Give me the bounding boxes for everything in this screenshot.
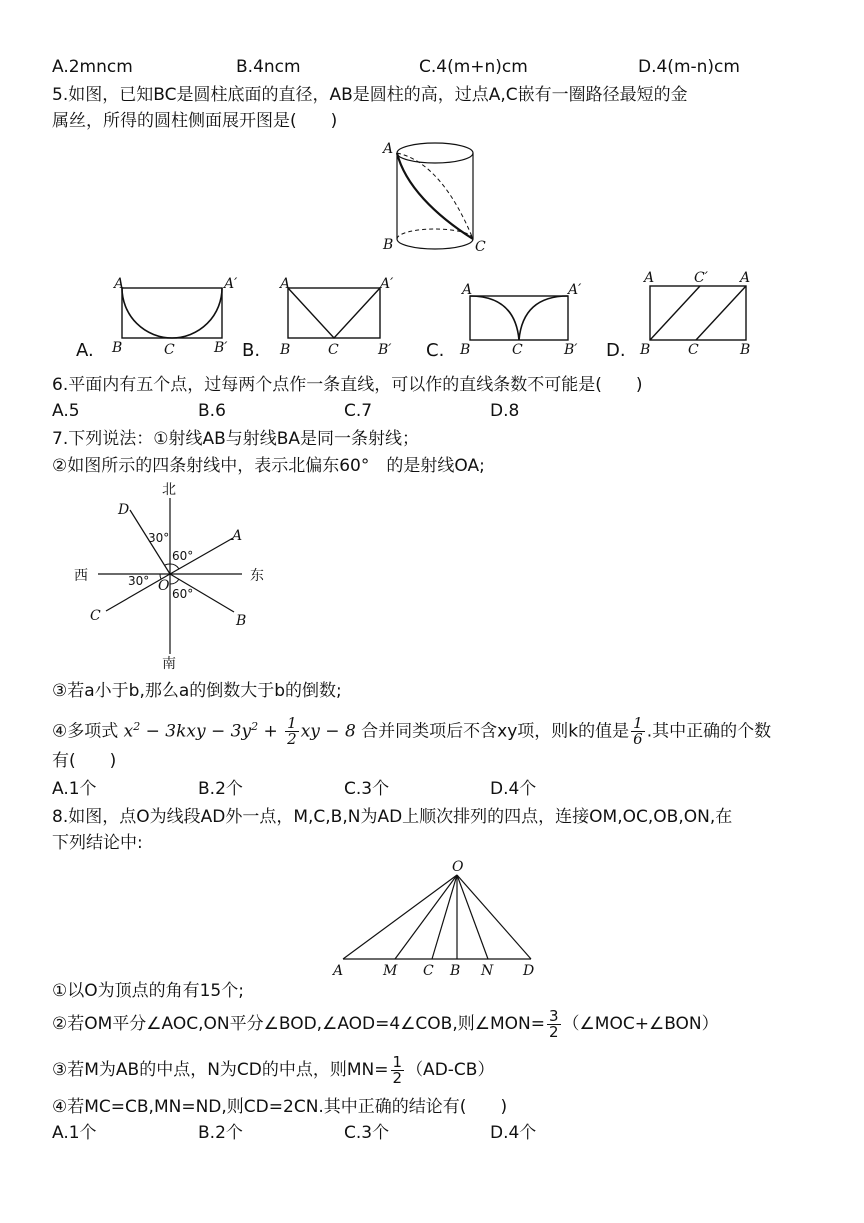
svg-text:东: 东 [250,568,264,584]
svg-text:30°: 30° [128,574,150,588]
svg-text:A′: A′ [568,282,582,298]
q8-option-c: C.3个 [344,1123,390,1143]
q5-options-figures [60,262,780,362]
svg-text:B: B [450,963,461,977]
compass-figure [70,478,280,670]
svg-text:60°: 60° [172,587,194,601]
svg-text:C: C [328,342,339,358]
svg-text:北: 北 [162,482,176,498]
q7-statement-3: ③若a小于b,那么a的倒数大于b的倒数; [52,681,342,701]
q8-statement-3: ③若M为AB的中点，N为CD的中点，则MN= $\frac{1}{2}$ （AD-CB） [52,1052,495,1087]
q4-option-c: C.4(m+n)cm [419,57,528,77]
q8-statement-1: ①以O为顶点的角有15个; [52,981,244,1001]
svg-text:B: B [740,342,751,358]
svg-text:南: 南 [162,656,176,670]
cyl-label-a: A [383,141,394,157]
segment-figure [325,855,550,977]
svg-text:B′: B′ [378,342,392,358]
svg-text:A: A [280,276,291,292]
svg-text:D: D [523,963,535,977]
cyl-label-c: C [475,239,486,255]
svg-text:30°: 30° [148,531,170,545]
q8-statement-2: ②若OM平分∠AOC,ON平分∠BOD,∠AOD=4∠COB,则∠MON= $\frac{3}{2}$ （∠MOC+∠BON） [52,1006,719,1041]
svg-text:D: D [118,502,130,518]
q7-statement-4: ④多项式 $x^2 - 3kxy - 3y^2$ + $\frac{1}{2}$ xy − 8 合并同类项后不含xy项，则k的值是 $\frac{1}{6}$ .其中正确的个数 [52,714,772,749]
q4-option-b: B.4ncm [236,57,301,77]
q6-option-a: A.5 [52,401,80,421]
svg-text:A: A [462,282,473,298]
q8-option-a: A.1个 [52,1123,97,1143]
q5-option-d-letter: D. [606,340,626,361]
cylinder-figure [375,135,495,260]
q6-option-d: D.8 [490,401,520,421]
q8-option-d: D.4个 [490,1123,537,1143]
q4-option-d: D.4(m-n)cm [638,57,740,77]
q6-option-c: C.7 [344,401,373,421]
svg-text:A: A [644,270,655,286]
q5-option-b-letter: B. [242,340,261,361]
q5-stem-line2: 属丝，所得的圆柱侧面展开图是( ) [52,111,338,131]
svg-text:C: C [423,963,434,977]
q7-statement-2: ②如图所示的四条射线中，表示北偏东60° 的是射线OA; [52,456,485,476]
cyl-label-b: B [383,237,394,253]
q8-stem-line1: 8.如图，点O为线段AD外一点，M,C,B,N为AD上顺次排列的四点，连接OM,OC,OB,ON,在 [52,807,733,827]
svg-text:N: N [481,963,494,977]
svg-text:B: B [640,342,651,358]
q5-option-a-letter: A. [76,340,94,361]
svg-text:A′: A′ [380,276,394,292]
svg-text:C: C [90,608,101,624]
svg-text:B: B [236,613,247,629]
q6-stem: 6.平面内有五个点，过每两个点作一条直线，可以作的直线条数不可能是( ) [52,375,643,395]
q7-stem-line2: 有( ) [52,751,117,771]
svg-text:O: O [452,859,464,875]
svg-text:C′: C′ [694,270,708,286]
svg-text:B′: B′ [564,342,578,358]
svg-text:B: B [280,342,291,358]
q4-option-a: A.2mncm [52,57,133,77]
q7-option-c: C.3个 [344,779,390,799]
svg-text:A: A [232,528,243,544]
svg-text:O: O [158,578,170,594]
q6-option-b: B.6 [198,401,226,421]
q7-option-a: A.1个 [52,779,97,799]
svg-text:60°: 60° [172,549,194,563]
q7-option-d: D.4个 [490,779,537,799]
q8-stem-line2: 下列结论中: [52,833,143,853]
svg-text:C: C [164,342,175,358]
svg-text:西: 西 [74,568,88,584]
q8-option-b: B.2个 [198,1123,243,1143]
svg-text:A: A [114,276,125,292]
q7-stem: 7.下列说法：①射线AB与射线BA是同一条射线； [52,429,420,449]
svg-text:M: M [383,963,398,977]
svg-text:A: A [740,270,751,286]
svg-text:A: A [333,963,344,977]
svg-text:B: B [112,340,123,356]
q7-option-b: B.2个 [198,779,243,799]
svg-text:B: B [460,342,471,358]
svg-text:B′: B′ [214,340,228,356]
q5-stem-line1: 5.如图，已知BC是圆柱底面的直径，AB是圆柱的高，过点A,C嵌有一圈路径最短的金 [52,85,688,105]
svg-text:C: C [512,342,523,358]
svg-text:C: C [688,342,699,358]
q5-option-c-letter: C. [426,340,445,361]
q8-statement-4: ④若MC=CB,MN=ND,则CD=2CN.其中正确的结论有( ) [52,1097,508,1117]
svg-text:A′: A′ [224,276,238,292]
